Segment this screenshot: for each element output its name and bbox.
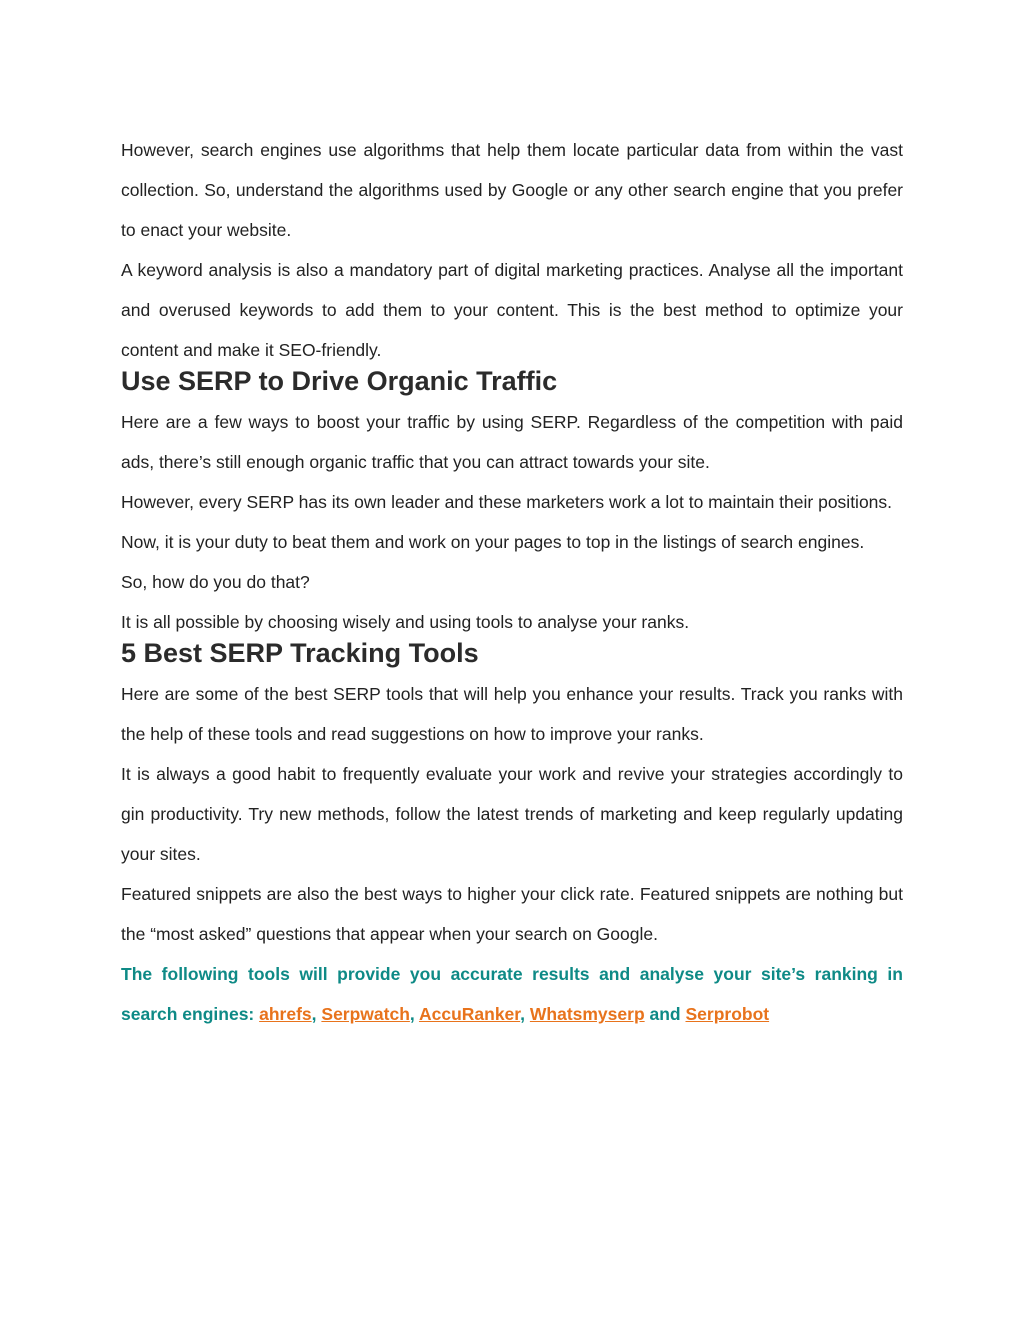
section1-paragraph-3: Now, it is your duty to beat them and work on your pages to top in the listings of search engines. bbox=[121, 532, 865, 552]
section-heading-organic-traffic: Use SERP to Drive Organic Traffic bbox=[121, 366, 558, 396]
section2-paragraph-3: Featured snippets are also the best ways to higher your click rate. Featured snippets are nothing but the “most asked” questions that appear when your search on Google. bbox=[121, 884, 903, 944]
document-body bbox=[121, 130, 903, 1034]
link-ahrefs[interactable]: ahrefs bbox=[259, 1004, 312, 1024]
section-heading-tracking-tools: 5 Best SERP Tracking Tools bbox=[121, 638, 479, 668]
section1-paragraph-5: It is all possible by choosing wisely and using tools to analyse your ranks. bbox=[121, 612, 690, 632]
section2-paragraph-2: It is always a good habit to frequently evaluate your work and revive your strategies accordingly to gin productivity. Try new methods, follow the latest trends of marketing and keep regularly updating your sites. bbox=[121, 764, 903, 864]
link-whatsmyserp[interactable]: Whatsmyserp bbox=[529, 1004, 645, 1024]
separator-and: and bbox=[644, 1004, 686, 1024]
separator-comma: , bbox=[409, 1004, 419, 1024]
separator-comma: , bbox=[311, 1004, 322, 1024]
section1-paragraph-1: Here are a few ways to boost your traffic by using SERP. Regardless of the competition with paid ads, there’s still enough organic traffic that you can attract towards your site. bbox=[121, 412, 903, 472]
section1-paragraph-2: However, every SERP has its own leader and these marketers work a lot to maintain their positions. bbox=[121, 492, 893, 512]
separator-comma: , bbox=[520, 1004, 530, 1024]
intro-paragraph-1: However, search engines use algorithms that help them locate particular data from within the vast collection. So, understand the algorithms used by Google or any other search engine that you prefer to enact your website. bbox=[121, 140, 903, 240]
intro-paragraph-2: A keyword analysis is also a mandatory part of digital marketing practices. Analyse all the important and overused keywords to add them to your content. This is the best method to optimize your content and make it SEO-friendly. bbox=[121, 260, 903, 360]
section1-paragraph-4: So, how do you do that? bbox=[121, 572, 310, 592]
tools-line bbox=[121, 954, 903, 1034]
link-serpwatch[interactable]: Serpwatch bbox=[321, 1004, 410, 1024]
link-serprobot[interactable]: Serprobot bbox=[685, 1004, 770, 1024]
link-accuranker[interactable]: AccuRanker bbox=[418, 1004, 521, 1024]
section2-paragraph-1: Here are some of the best SERP tools that will help you enhance your results. Track you ranks with the help of these tools and read suggestions on how to improve your ranks. bbox=[121, 684, 903, 744]
tools-line-lead: The following tools will provide you accurate results and analyse your site’s ranking in search engines: bbox=[121, 964, 903, 1024]
